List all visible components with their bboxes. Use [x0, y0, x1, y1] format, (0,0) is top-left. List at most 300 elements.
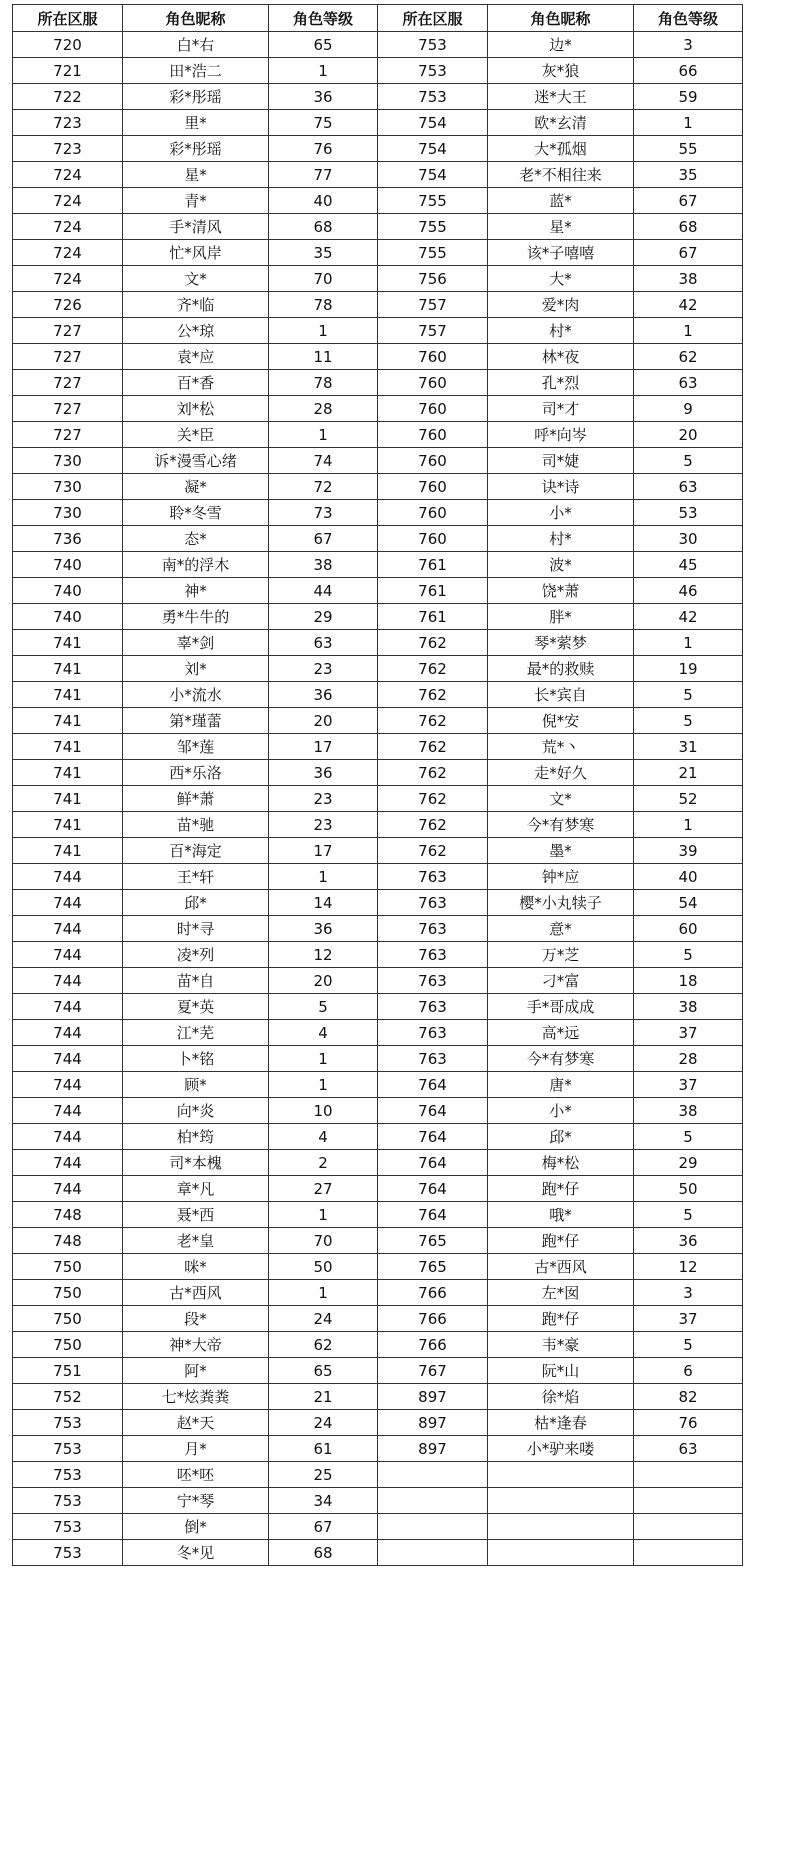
- right-level-cell: [634, 1488, 743, 1514]
- right-server-cell: 763: [378, 1020, 488, 1046]
- right-level-cell: 67: [634, 240, 743, 266]
- left-level-cell: 62: [269, 1332, 378, 1358]
- right-level-cell: 37: [634, 1020, 743, 1046]
- right-server-cell: 763: [378, 1046, 488, 1072]
- header-nickname-left: 角色昵称: [123, 5, 269, 32]
- table-row: [13, 890, 743, 916]
- right-nickname-cell: 村*: [488, 318, 634, 344]
- right-nickname-cell: 枯*逢春: [488, 1410, 634, 1436]
- right-nickname-cell: 星*: [488, 214, 634, 240]
- right-server-cell: 760: [378, 474, 488, 500]
- table-row: [13, 318, 743, 344]
- left-server-cell: 741: [13, 786, 123, 812]
- right-nickname-cell: 司*婕: [488, 448, 634, 474]
- right-server-cell: 767: [378, 1358, 488, 1384]
- left-nickname-cell: 凝*: [123, 474, 269, 500]
- right-server-cell: [378, 1540, 488, 1566]
- table-row: [13, 344, 743, 370]
- right-level-cell: 12: [634, 1254, 743, 1280]
- right-server-cell: 755: [378, 214, 488, 240]
- left-nickname-cell: 公*琼: [123, 318, 269, 344]
- right-nickname-cell: [488, 1462, 634, 1488]
- left-server-cell: 753: [13, 1514, 123, 1540]
- left-nickname-cell: 文*: [123, 266, 269, 292]
- left-server-cell: 744: [13, 994, 123, 1020]
- right-server-cell: 764: [378, 1176, 488, 1202]
- right-server-cell: 754: [378, 136, 488, 162]
- left-server-cell: 741: [13, 708, 123, 734]
- left-level-cell: 4: [269, 1020, 378, 1046]
- table-row: [13, 708, 743, 734]
- right-level-cell: 42: [634, 604, 743, 630]
- table-body: [13, 32, 743, 1566]
- left-level-cell: 1: [269, 1072, 378, 1098]
- right-server-cell: 764: [378, 1150, 488, 1176]
- left-level-cell: 68: [269, 1540, 378, 1566]
- left-level-cell: 76: [269, 136, 378, 162]
- left-server-cell: 750: [13, 1332, 123, 1358]
- right-level-cell: 1: [634, 318, 743, 344]
- right-server-cell: 753: [378, 32, 488, 58]
- table-row: [13, 1202, 743, 1228]
- right-server-cell: 757: [378, 292, 488, 318]
- left-nickname-cell: 呸*呸: [123, 1462, 269, 1488]
- right-level-cell: 5: [634, 1202, 743, 1228]
- right-level-cell: 5: [634, 708, 743, 734]
- right-server-cell: 762: [378, 760, 488, 786]
- right-level-cell: 31: [634, 734, 743, 760]
- right-server-cell: 764: [378, 1098, 488, 1124]
- right-server-cell: 762: [378, 708, 488, 734]
- right-level-cell: [634, 1514, 743, 1540]
- left-nickname-cell: 倒*: [123, 1514, 269, 1540]
- table-row: [13, 916, 743, 942]
- right-nickname-cell: 司*才: [488, 396, 634, 422]
- right-server-cell: 765: [378, 1254, 488, 1280]
- left-server-cell: 740: [13, 604, 123, 630]
- header-server-left: 所在区服: [13, 5, 123, 32]
- right-nickname-cell: 跑*仔: [488, 1306, 634, 1332]
- right-level-cell: 20: [634, 422, 743, 448]
- right-level-cell: 50: [634, 1176, 743, 1202]
- right-server-cell: 761: [378, 552, 488, 578]
- right-server-cell: 763: [378, 916, 488, 942]
- right-nickname-cell: [488, 1514, 634, 1540]
- left-server-cell: 744: [13, 1072, 123, 1098]
- left-nickname-cell: 苗*驰: [123, 812, 269, 838]
- left-server-cell: 724: [13, 214, 123, 240]
- right-level-cell: 3: [634, 1280, 743, 1306]
- left-nickname-cell: 诉*漫雪心绪: [123, 448, 269, 474]
- left-nickname-cell: 百*海定: [123, 838, 269, 864]
- left-level-cell: 73: [269, 500, 378, 526]
- left-nickname-cell: 青*: [123, 188, 269, 214]
- right-level-cell: 67: [634, 188, 743, 214]
- right-nickname-cell: 唐*: [488, 1072, 634, 1098]
- left-level-cell: 67: [269, 1514, 378, 1540]
- table-row: [13, 500, 743, 526]
- right-nickname-cell: 今*有梦寒: [488, 812, 634, 838]
- right-server-cell: 762: [378, 812, 488, 838]
- left-nickname-cell: 江*芜: [123, 1020, 269, 1046]
- table-row: [13, 1540, 743, 1566]
- right-server-cell: 763: [378, 864, 488, 890]
- right-server-cell: 897: [378, 1436, 488, 1462]
- left-server-cell: 744: [13, 1176, 123, 1202]
- right-server-cell: 766: [378, 1280, 488, 1306]
- right-nickname-cell: 阮*山: [488, 1358, 634, 1384]
- left-server-cell: 721: [13, 58, 123, 84]
- table-row: [13, 58, 743, 84]
- left-server-cell: 741: [13, 630, 123, 656]
- left-level-cell: 24: [269, 1410, 378, 1436]
- right-nickname-cell: 该*子嘻嘻: [488, 240, 634, 266]
- left-nickname-cell: 司*本槐: [123, 1150, 269, 1176]
- table-row: [13, 1436, 743, 1462]
- left-nickname-cell: 神*: [123, 578, 269, 604]
- right-level-cell: 5: [634, 1332, 743, 1358]
- left-server-cell: 744: [13, 968, 123, 994]
- right-level-cell: 21: [634, 760, 743, 786]
- right-level-cell: [634, 1540, 743, 1566]
- right-level-cell: 63: [634, 474, 743, 500]
- left-nickname-cell: 赵*天: [123, 1410, 269, 1436]
- right-server-cell: 762: [378, 734, 488, 760]
- left-level-cell: 36: [269, 760, 378, 786]
- left-server-cell: 727: [13, 396, 123, 422]
- right-nickname-cell: 波*: [488, 552, 634, 578]
- right-nickname-cell: 灰*狼: [488, 58, 634, 84]
- right-nickname-cell: 倪*安: [488, 708, 634, 734]
- right-level-cell: 29: [634, 1150, 743, 1176]
- right-nickname-cell: 左*囡: [488, 1280, 634, 1306]
- left-server-cell: 741: [13, 760, 123, 786]
- right-server-cell: 760: [378, 500, 488, 526]
- table-row: [13, 110, 743, 136]
- right-server-cell: 760: [378, 370, 488, 396]
- left-nickname-cell: 袁*应: [123, 344, 269, 370]
- left-server-cell: 744: [13, 890, 123, 916]
- left-server-cell: 736: [13, 526, 123, 552]
- right-level-cell: 38: [634, 266, 743, 292]
- left-server-cell: 744: [13, 1020, 123, 1046]
- right-server-cell: 753: [378, 58, 488, 84]
- left-server-cell: 741: [13, 682, 123, 708]
- right-level-cell: 42: [634, 292, 743, 318]
- left-level-cell: 1: [269, 318, 378, 344]
- right-level-cell: 39: [634, 838, 743, 864]
- table-row: [13, 266, 743, 292]
- left-server-cell: 727: [13, 318, 123, 344]
- right-nickname-cell: 哦*: [488, 1202, 634, 1228]
- left-server-cell: 744: [13, 864, 123, 890]
- table-row: [13, 136, 743, 162]
- left-nickname-cell: 邱*: [123, 890, 269, 916]
- table-row: [13, 864, 743, 890]
- right-nickname-cell: 胖*: [488, 604, 634, 630]
- right-level-cell: 68: [634, 214, 743, 240]
- left-level-cell: 23: [269, 656, 378, 682]
- table-row: [13, 760, 743, 786]
- left-nickname-cell: 时*寻: [123, 916, 269, 942]
- left-nickname-cell: 里*: [123, 110, 269, 136]
- right-server-cell: [378, 1514, 488, 1540]
- left-level-cell: 75: [269, 110, 378, 136]
- header-level-left: 角色等级: [269, 5, 378, 32]
- left-nickname-cell: 彩*彤瑶: [123, 84, 269, 110]
- right-nickname-cell: 大*孤烟: [488, 136, 634, 162]
- right-nickname-cell: 跑*仔: [488, 1176, 634, 1202]
- right-nickname-cell: 文*: [488, 786, 634, 812]
- table-row: [13, 1514, 743, 1540]
- left-nickname-cell: 冬*见: [123, 1540, 269, 1566]
- right-nickname-cell: 墨*: [488, 838, 634, 864]
- left-server-cell: 744: [13, 1124, 123, 1150]
- right-nickname-cell: 手*哥成成: [488, 994, 634, 1020]
- right-server-cell: 765: [378, 1228, 488, 1254]
- right-nickname-cell: 小*: [488, 500, 634, 526]
- left-level-cell: 36: [269, 916, 378, 942]
- right-nickname-cell: [488, 1540, 634, 1566]
- right-level-cell: 60: [634, 916, 743, 942]
- left-level-cell: 20: [269, 968, 378, 994]
- right-nickname-cell: 荒*丶: [488, 734, 634, 760]
- left-level-cell: 50: [269, 1254, 378, 1280]
- table-row: [13, 396, 743, 422]
- left-level-cell: 11: [269, 344, 378, 370]
- left-server-cell: 752: [13, 1384, 123, 1410]
- header-row: [13, 5, 743, 32]
- table-row: [13, 994, 743, 1020]
- table-row: [13, 1358, 743, 1384]
- left-nickname-cell: 阿*: [123, 1358, 269, 1384]
- right-server-cell: 762: [378, 630, 488, 656]
- left-nickname-cell: 星*: [123, 162, 269, 188]
- left-server-cell: 744: [13, 1098, 123, 1124]
- left-level-cell: 25: [269, 1462, 378, 1488]
- right-level-cell: 1: [634, 630, 743, 656]
- right-nickname-cell: 欧*玄清: [488, 110, 634, 136]
- right-nickname-cell: 琴*萦梦: [488, 630, 634, 656]
- left-server-cell: 744: [13, 1150, 123, 1176]
- left-server-cell: 727: [13, 344, 123, 370]
- table-row: [13, 474, 743, 500]
- left-nickname-cell: 凌*列: [123, 942, 269, 968]
- left-server-cell: 720: [13, 32, 123, 58]
- right-nickname-cell: 走*好久: [488, 760, 634, 786]
- right-server-cell: 762: [378, 682, 488, 708]
- right-nickname-cell: 梅*松: [488, 1150, 634, 1176]
- table-row: [13, 786, 743, 812]
- right-level-cell: 82: [634, 1384, 743, 1410]
- right-nickname-cell: 小*驴来喽: [488, 1436, 634, 1462]
- left-level-cell: 27: [269, 1176, 378, 1202]
- right-nickname-cell: 韦*豪: [488, 1332, 634, 1358]
- left-nickname-cell: 南*的浮木: [123, 552, 269, 578]
- left-level-cell: 17: [269, 838, 378, 864]
- table-row: [13, 84, 743, 110]
- left-nickname-cell: 宁*琴: [123, 1488, 269, 1514]
- left-server-cell: 753: [13, 1436, 123, 1462]
- left-nickname-cell: 勇*牛牛的: [123, 604, 269, 630]
- right-level-cell: 28: [634, 1046, 743, 1072]
- right-nickname-cell: 刁*富: [488, 968, 634, 994]
- right-nickname-cell: 边*: [488, 32, 634, 58]
- left-nickname-cell: 月*: [123, 1436, 269, 1462]
- right-level-cell: 38: [634, 994, 743, 1020]
- left-level-cell: 1: [269, 864, 378, 890]
- right-nickname-cell: 高*远: [488, 1020, 634, 1046]
- left-nickname-cell: 向*炎: [123, 1098, 269, 1124]
- right-nickname-cell: 今*有梦寒: [488, 1046, 634, 1072]
- table-row: [13, 630, 743, 656]
- right-server-cell: 762: [378, 786, 488, 812]
- table-row: [13, 240, 743, 266]
- right-level-cell: 19: [634, 656, 743, 682]
- right-server-cell: 764: [378, 1202, 488, 1228]
- left-level-cell: 14: [269, 890, 378, 916]
- left-server-cell: 726: [13, 292, 123, 318]
- right-level-cell: 37: [634, 1072, 743, 1098]
- left-level-cell: 40: [269, 188, 378, 214]
- left-server-cell: 740: [13, 578, 123, 604]
- table-row: [13, 1020, 743, 1046]
- left-server-cell: 748: [13, 1228, 123, 1254]
- table-row: [13, 292, 743, 318]
- right-nickname-cell: [488, 1488, 634, 1514]
- left-level-cell: 77: [269, 162, 378, 188]
- right-level-cell: 40: [634, 864, 743, 890]
- right-nickname-cell: 村*: [488, 526, 634, 552]
- table-row: [13, 526, 743, 552]
- right-level-cell: 30: [634, 526, 743, 552]
- right-nickname-cell: 意*: [488, 916, 634, 942]
- left-server-cell: 744: [13, 942, 123, 968]
- server-roster-table: [12, 4, 743, 1566]
- left-nickname-cell: 刘*松: [123, 396, 269, 422]
- right-server-cell: 763: [378, 994, 488, 1020]
- right-level-cell: 45: [634, 552, 743, 578]
- left-nickname-cell: 王*轩: [123, 864, 269, 890]
- right-level-cell: 5: [634, 682, 743, 708]
- table-row: [13, 1488, 743, 1514]
- left-server-cell: 722: [13, 84, 123, 110]
- left-level-cell: 1: [269, 1280, 378, 1306]
- right-nickname-cell: 林*夜: [488, 344, 634, 370]
- left-server-cell: 750: [13, 1306, 123, 1332]
- left-server-cell: 724: [13, 266, 123, 292]
- right-nickname-cell: 钟*应: [488, 864, 634, 890]
- left-level-cell: 4: [269, 1124, 378, 1150]
- left-nickname-cell: 苗*自: [123, 968, 269, 994]
- left-level-cell: 72: [269, 474, 378, 500]
- left-level-cell: 1: [269, 422, 378, 448]
- left-server-cell: 753: [13, 1488, 123, 1514]
- right-server-cell: 755: [378, 188, 488, 214]
- left-level-cell: 70: [269, 1228, 378, 1254]
- left-level-cell: 78: [269, 370, 378, 396]
- left-server-cell: 727: [13, 422, 123, 448]
- right-server-cell: 897: [378, 1384, 488, 1410]
- left-level-cell: 12: [269, 942, 378, 968]
- left-server-cell: 724: [13, 162, 123, 188]
- right-level-cell: 6: [634, 1358, 743, 1384]
- right-server-cell: 897: [378, 1410, 488, 1436]
- table-row: [13, 448, 743, 474]
- left-server-cell: 741: [13, 812, 123, 838]
- right-server-cell: 755: [378, 240, 488, 266]
- right-server-cell: [378, 1488, 488, 1514]
- left-nickname-cell: 西*乐洛: [123, 760, 269, 786]
- left-level-cell: 74: [269, 448, 378, 474]
- table-row: [13, 812, 743, 838]
- right-level-cell: 46: [634, 578, 743, 604]
- left-level-cell: 35: [269, 240, 378, 266]
- left-level-cell: 17: [269, 734, 378, 760]
- table-row: [13, 32, 743, 58]
- left-nickname-cell: 态*: [123, 526, 269, 552]
- right-server-cell: 754: [378, 110, 488, 136]
- right-level-cell: 66: [634, 58, 743, 84]
- right-server-cell: 766: [378, 1306, 488, 1332]
- right-nickname-cell: 孔*烈: [488, 370, 634, 396]
- right-nickname-cell: 老*不相往来: [488, 162, 634, 188]
- right-level-cell: 38: [634, 1098, 743, 1124]
- left-level-cell: 36: [269, 84, 378, 110]
- right-level-cell: 63: [634, 1436, 743, 1462]
- left-level-cell: 1: [269, 1046, 378, 1072]
- table-row: [13, 1150, 743, 1176]
- left-level-cell: 78: [269, 292, 378, 318]
- right-nickname-cell: 邱*: [488, 1124, 634, 1150]
- right-nickname-cell: 最*的救赎: [488, 656, 634, 682]
- left-server-cell: 750: [13, 1254, 123, 1280]
- left-server-cell: 748: [13, 1202, 123, 1228]
- left-nickname-cell: 鲜*萧: [123, 786, 269, 812]
- right-server-cell: 760: [378, 422, 488, 448]
- left-nickname-cell: 神*大帝: [123, 1332, 269, 1358]
- header-level-right: 角色等级: [634, 5, 743, 32]
- table-row: [13, 1462, 743, 1488]
- right-level-cell: 18: [634, 968, 743, 994]
- right-level-cell: 1: [634, 110, 743, 136]
- right-level-cell: 5: [634, 448, 743, 474]
- right-level-cell: 63: [634, 370, 743, 396]
- right-level-cell: 36: [634, 1228, 743, 1254]
- right-server-cell: 753: [378, 84, 488, 110]
- left-server-cell: 741: [13, 838, 123, 864]
- left-server-cell: 753: [13, 1462, 123, 1488]
- table-row: [13, 578, 743, 604]
- left-nickname-cell: 顾*: [123, 1072, 269, 1098]
- right-server-cell: 754: [378, 162, 488, 188]
- right-nickname-cell: 呼*向岑: [488, 422, 634, 448]
- table-row: [13, 552, 743, 578]
- left-server-cell: 740: [13, 552, 123, 578]
- right-nickname-cell: 大*: [488, 266, 634, 292]
- left-level-cell: 23: [269, 786, 378, 812]
- table-row: [13, 1228, 743, 1254]
- right-nickname-cell: 爱*肉: [488, 292, 634, 318]
- left-nickname-cell: 咪*: [123, 1254, 269, 1280]
- header-nickname-right: 角色昵称: [488, 5, 634, 32]
- left-server-cell: 741: [13, 734, 123, 760]
- left-level-cell: 2: [269, 1150, 378, 1176]
- right-nickname-cell: 诀*诗: [488, 474, 634, 500]
- header-server-right: 所在区服: [378, 5, 488, 32]
- left-level-cell: 34: [269, 1488, 378, 1514]
- left-server-cell: 750: [13, 1280, 123, 1306]
